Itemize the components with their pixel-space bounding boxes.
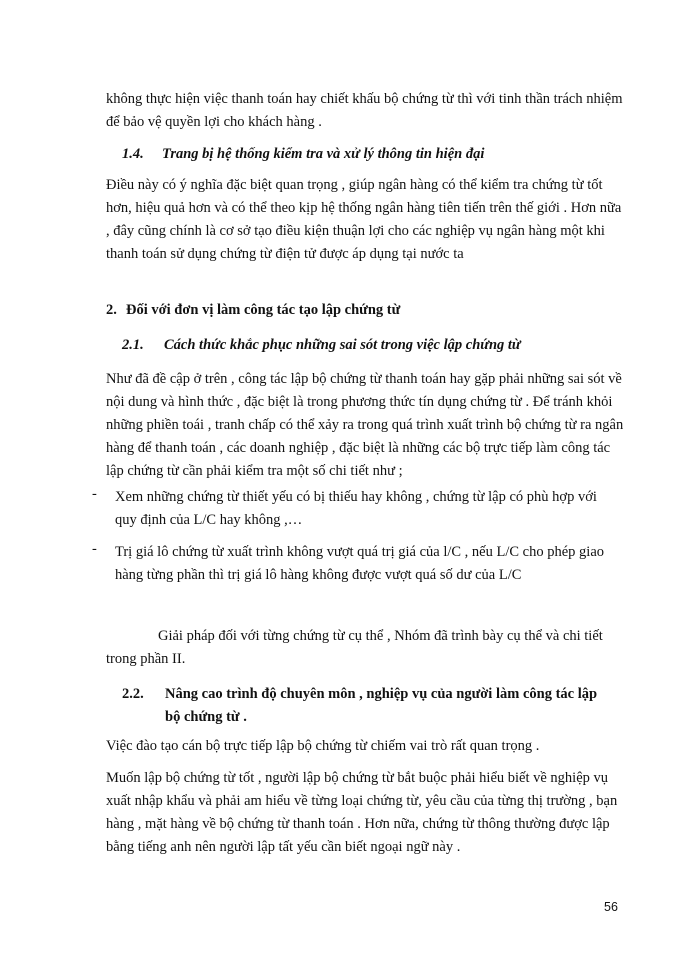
heading-2-1-text: Cách thức khắc phục những sai sót trong việc lập chứng từ <box>164 337 521 353</box>
heading-2-2 <box>122 683 622 729</box>
heading-1-4-number: 1.4. <box>122 146 144 162</box>
paragraph-errors: Như đã đề cập ở trên , công tác lập bộ chứng từ thanh toán hay gặp phải những sai sót về nội dung và hình thức , đặc biệt là trong phương thức tín dụng chứng từ . Để tránh khỏi những phiền toái , tranh chấp có thể xảy ra trong quá trình xuất trình bộ chứng từ ra ngân hàng để thanh toán , các doanh nghiệp , đặc biệt là những các bộ trực tiếp làm công tác lập chứng từ cần phải kiểm tra một số chi tiết như ; <box>106 371 624 479</box>
heading-2-1 <box>122 337 521 354</box>
heading-2-2-text-line2: bộ chứng từ . <box>165 709 247 725</box>
heading-2-2-text-line1: Nâng cao trình độ chuyên môn , nghiệp vụ của người làm công tác lập <box>165 686 598 702</box>
heading-2 <box>106 302 400 319</box>
bullet-marker: - <box>92 541 97 557</box>
paragraph-continuation: không thực hiện việc thanh toán hay chiết khấu bộ chứng từ thì với tinh thần trách nhiệm để bảo vệ quyền lợi cho khách hàng . <box>106 91 623 130</box>
paragraph-training: Việc đào tạo cán bộ trực tiếp lập bộ chứng từ chiếm vai trò rất quan trọng . <box>106 738 540 754</box>
paragraph-solutions: Giải pháp đối với từng chứng từ cụ thể , Nhóm đã trình bày cụ thể và chi tiết trong phần II. <box>106 628 603 667</box>
bullet-text: Xem những chứng từ thiết yếu có bị thiếu hay không , chứng từ lập có phù hợp với quy định của L/C hay không ,… <box>115 489 597 528</box>
heading-1-4 <box>122 146 484 163</box>
paragraph-importance: Điều này có ý nghĩa đặc biệt quan trọng , giúp ngân hàng có thể kiểm tra chứng từ tốt hơn, hiệu quả hơn và có thể theo kịp hệ thống ngân hàng tiên tiến trên thế giới . Hơn nữa , đây cũng chính là cơ sở tạo điều kiện thuận lợi cho các nghiệp vụ ngân hàng một khi thanh toán sử dụng chứng từ điện tử được áp dụng tại nước ta <box>106 177 622 262</box>
paragraph-requirements: Muốn lập bộ chứng từ tốt , người lập bộ chứng từ bắt buộc phải hiểu biết về nghiệp vụ xuất nhập khẩu và phải am hiểu về từng loại chứng từ, yêu cầu của từng thị trường , bạn hàng , mặt hàng về bộ chứng từ thanh toán . Hơn nữa, chứng từ thông thường được lập bằng tiếng anh nên người lập tất yếu cần biết ngoại ngữ này . <box>106 770 618 855</box>
heading-2-number: 2. <box>106 302 117 318</box>
bullet-marker: - <box>92 486 97 502</box>
bullet-text: Trị giá lô chứng từ xuất trình không vượt quá trị giá của l/C , nếu L/C cho phép giao hàng từng phần thì trị giá lô hàng không được vượt quá số dư của L/C <box>115 544 604 583</box>
heading-1-4-text: Trang bị hệ thống kiểm tra và xử lý thông tin hiện đại <box>162 146 485 162</box>
heading-2-2-number: 2.2. <box>122 686 144 702</box>
heading-2-1-number: 2.1. <box>122 337 144 353</box>
page-number: 56 <box>604 900 618 914</box>
heading-2-text: Đối với đơn vị làm công tác tạo lập chứng từ <box>126 302 401 318</box>
